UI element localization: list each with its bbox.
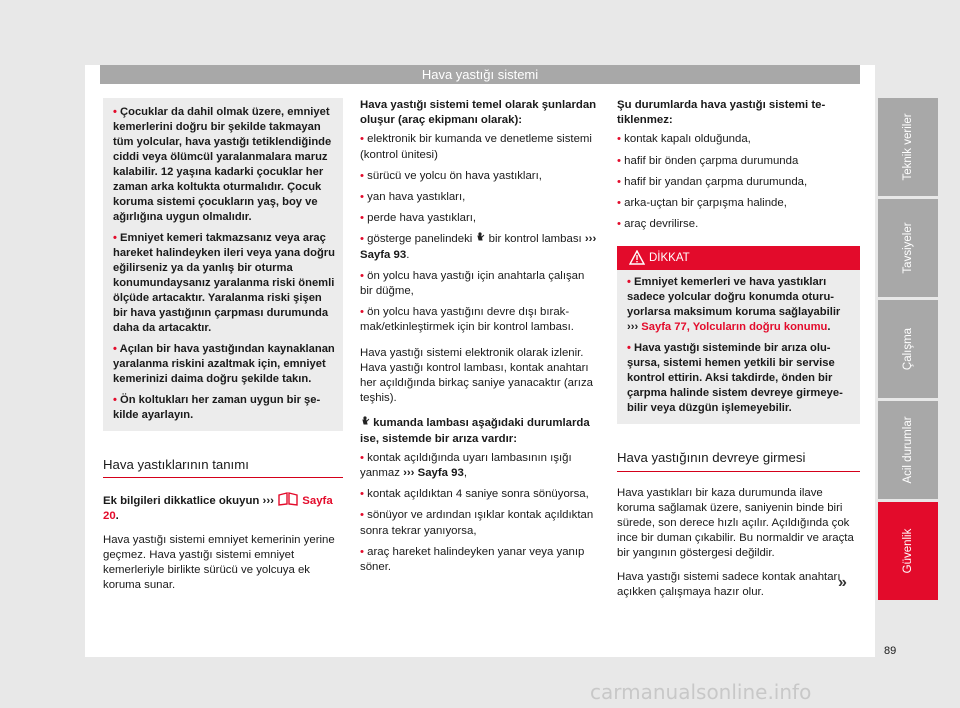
page-header: Hava yastığı sistemi	[100, 65, 860, 84]
chapter-tabs	[878, 98, 938, 603]
warning-item: • Emniyet kemerleri ve hava yastıkları sadece yolcular doğru konumda oturuyorlarsa maksimum koruma sağlayabilir ››› Sayfa 77, Yolcuların doğru konumu.	[627, 276, 841, 334]
paragraph: Hava yastığı sistemi elektronik olarak izlenir. Hava yastığı kontrol lambası, kontak anahtarı her açıldığında birkaç saniye yanacaktır (arıza teşhis).	[360, 346, 593, 405]
list-item: • gösterge panelindeki bir kontrol lambası ››› Sayfa 93.	[360, 233, 597, 261]
tab-tavsiyeler[interactable]: Tavsiyeler	[878, 199, 938, 297]
page-link[interactable]: Sayfa 20	[103, 495, 333, 523]
info-reference: Ek bilgileri dikkatlice okuyun ››› Sayfa 20.	[103, 492, 343, 524]
section-title: Hava yastığının devreye girmesi	[617, 446, 860, 471]
warning-box	[103, 98, 343, 431]
next-page-marker: »	[838, 574, 847, 591]
intro-text: Hava yastığı sistemi temel olarak şunlardan oluşur (araç ekipmanı olarak):	[360, 99, 597, 127]
page-link[interactable]: Sayfa 93	[360, 248, 407, 261]
warning-item: • Çocuklar da dahil olmak üzere, emniyet kemerlerini doğru bir şekilde takmayan tüm yolcular, hava yastığı tetiklendiğinde ciddi veya ölümcül yaralanmalara maruz kalabilir. 12 yaşına kadarki çocuklar her zaman arka koltukta oturmalıdır. Çocuk koruma sistemi çocukların yaş, boy ve ağırlığına uygun olmalıdır.	[113, 106, 332, 223]
warning-item: • Emniyet kemeri takmazsanız veya araç hareket halindeyken ileri veya yana doğru eğilirseniz ya da yanlış bir oturma konumundaysanız yaralanma riski önemli ölçüde artacaktır. Yaralanma riski şişen bir hava yastığının çarpması durumunda daha da artacaktır.	[113, 232, 335, 334]
tab-calisma[interactable]: Çalışma	[878, 300, 938, 398]
intro-text: Şu durumlarda hava yastığı sistemi tetiklenmez:	[617, 99, 826, 127]
column-right	[617, 98, 860, 608]
paragraph: Hava yastığı sistemi sadece kontak anahtarı açıkken çalışmaya hazır olur.	[617, 570, 841, 598]
page-number: 89	[884, 645, 897, 657]
list-item: • kontak açıldığında uyarı lambasının ışığı yanmaz ››› Sayfa 93,	[360, 451, 572, 480]
list-item: • hafif bir önden çarpma durumunda	[617, 154, 799, 167]
airbag-lamp-icon	[360, 416, 370, 427]
warning-item: • Hava yastığı sisteminde bir arıza oluşursa, sistemi hemen yetkili bir servise kontrol ettirin. Aksi takdirde, önden bir çarpma halinde sistem devreye girmeyebilir veya düzgün işlemeyebilir.	[627, 342, 843, 415]
list-item: • perde hava yastıkları,	[360, 212, 477, 225]
list-item: • kontak kapalı olduğunda,	[617, 133, 751, 146]
list-item: • araç devrilirse.	[617, 218, 699, 231]
fault-title: kumanda lambası aşağıdaki durumlarda ise, sistemde bir arıza vardır:	[360, 417, 590, 445]
page-link[interactable]: Sayfa 77, Yolcuların doğru konumu	[641, 321, 828, 334]
dikkat-box	[617, 246, 860, 424]
paragraph: Hava yastığı sistemi emniyet kemerinin yerine geçmez. Hava yastığı sistemi emniyet kemerleriyle birlikte sürücü ve yolcuya ek koruma sunar.	[103, 533, 335, 592]
tab-acil-durumlar[interactable]: Acil durumlar	[878, 401, 938, 499]
section-title: Hava yastıklarının tanımı	[103, 453, 343, 478]
page-link[interactable]: Sayfa 93	[417, 467, 464, 480]
list-item: • sürücü ve yolcu ön hava yastıkları,	[360, 169, 542, 182]
dikkat-body	[617, 270, 860, 424]
list-item: • arka-uçtan bir çarpışma halinde,	[617, 197, 787, 210]
list-item: • elektronik bir kumanda ve denetleme sistemi (kontrol ünitesi)	[360, 133, 592, 161]
tab-guvenlik[interactable]: Güvenlik	[878, 502, 938, 600]
list-item: • ön yolcu hava yastığını devre dışı bırakmak/etkinleştirmek için bir kontrol lambası.	[360, 306, 574, 334]
list-item: • ön yolcu hava yastığı için anahtarla çalışan bir düğme,	[360, 269, 585, 298]
warning-item: • Açılan bir hava yastığından kaynaklanan yaralanma riskini azaltmak için, emniyet kemerinizi daima doğru şekilde takın.	[113, 343, 335, 385]
list-item: • araç hareket halindeyken yanar veya yanıp söner.	[360, 545, 585, 574]
list-item: • hafif bir yandan çarpma durumunda,	[617, 175, 808, 188]
warning-triangle-icon	[629, 250, 645, 265]
list-item: • yan hava yastıkları,	[360, 191, 466, 204]
dikkat-header: DİKKAT	[617, 246, 860, 270]
list-item: • sönüyor ve ardından ışıklar kontak açıldıktan sonra tekrar yanıyorsa,	[360, 509, 594, 537]
column-left	[103, 98, 343, 601]
watermark: carmanualsonline.info	[590, 680, 812, 704]
column-middle	[360, 98, 600, 581]
warning-item: • Ön koltukları her zaman uygun bir şekilde ayarlayın.	[113, 394, 321, 421]
book-icon	[277, 492, 299, 506]
list-item: • kontak açıldıktan 4 saniye sonra sönüyorsa,	[360, 488, 589, 501]
tab-teknik-veriler[interactable]: Teknik veriler	[878, 98, 938, 196]
paragraph: Hava yastıkları bir kaza durumunda ilave koruma sağlamak üzere, saniyenin binde biri sürede, son derece hızlı açılır. Açıldığında çok ince bir duman çıkabilir. Bu normaldir ve araçta bir yangının göstergesi değildir.	[617, 486, 854, 560]
airbag-lamp-icon	[475, 232, 485, 243]
